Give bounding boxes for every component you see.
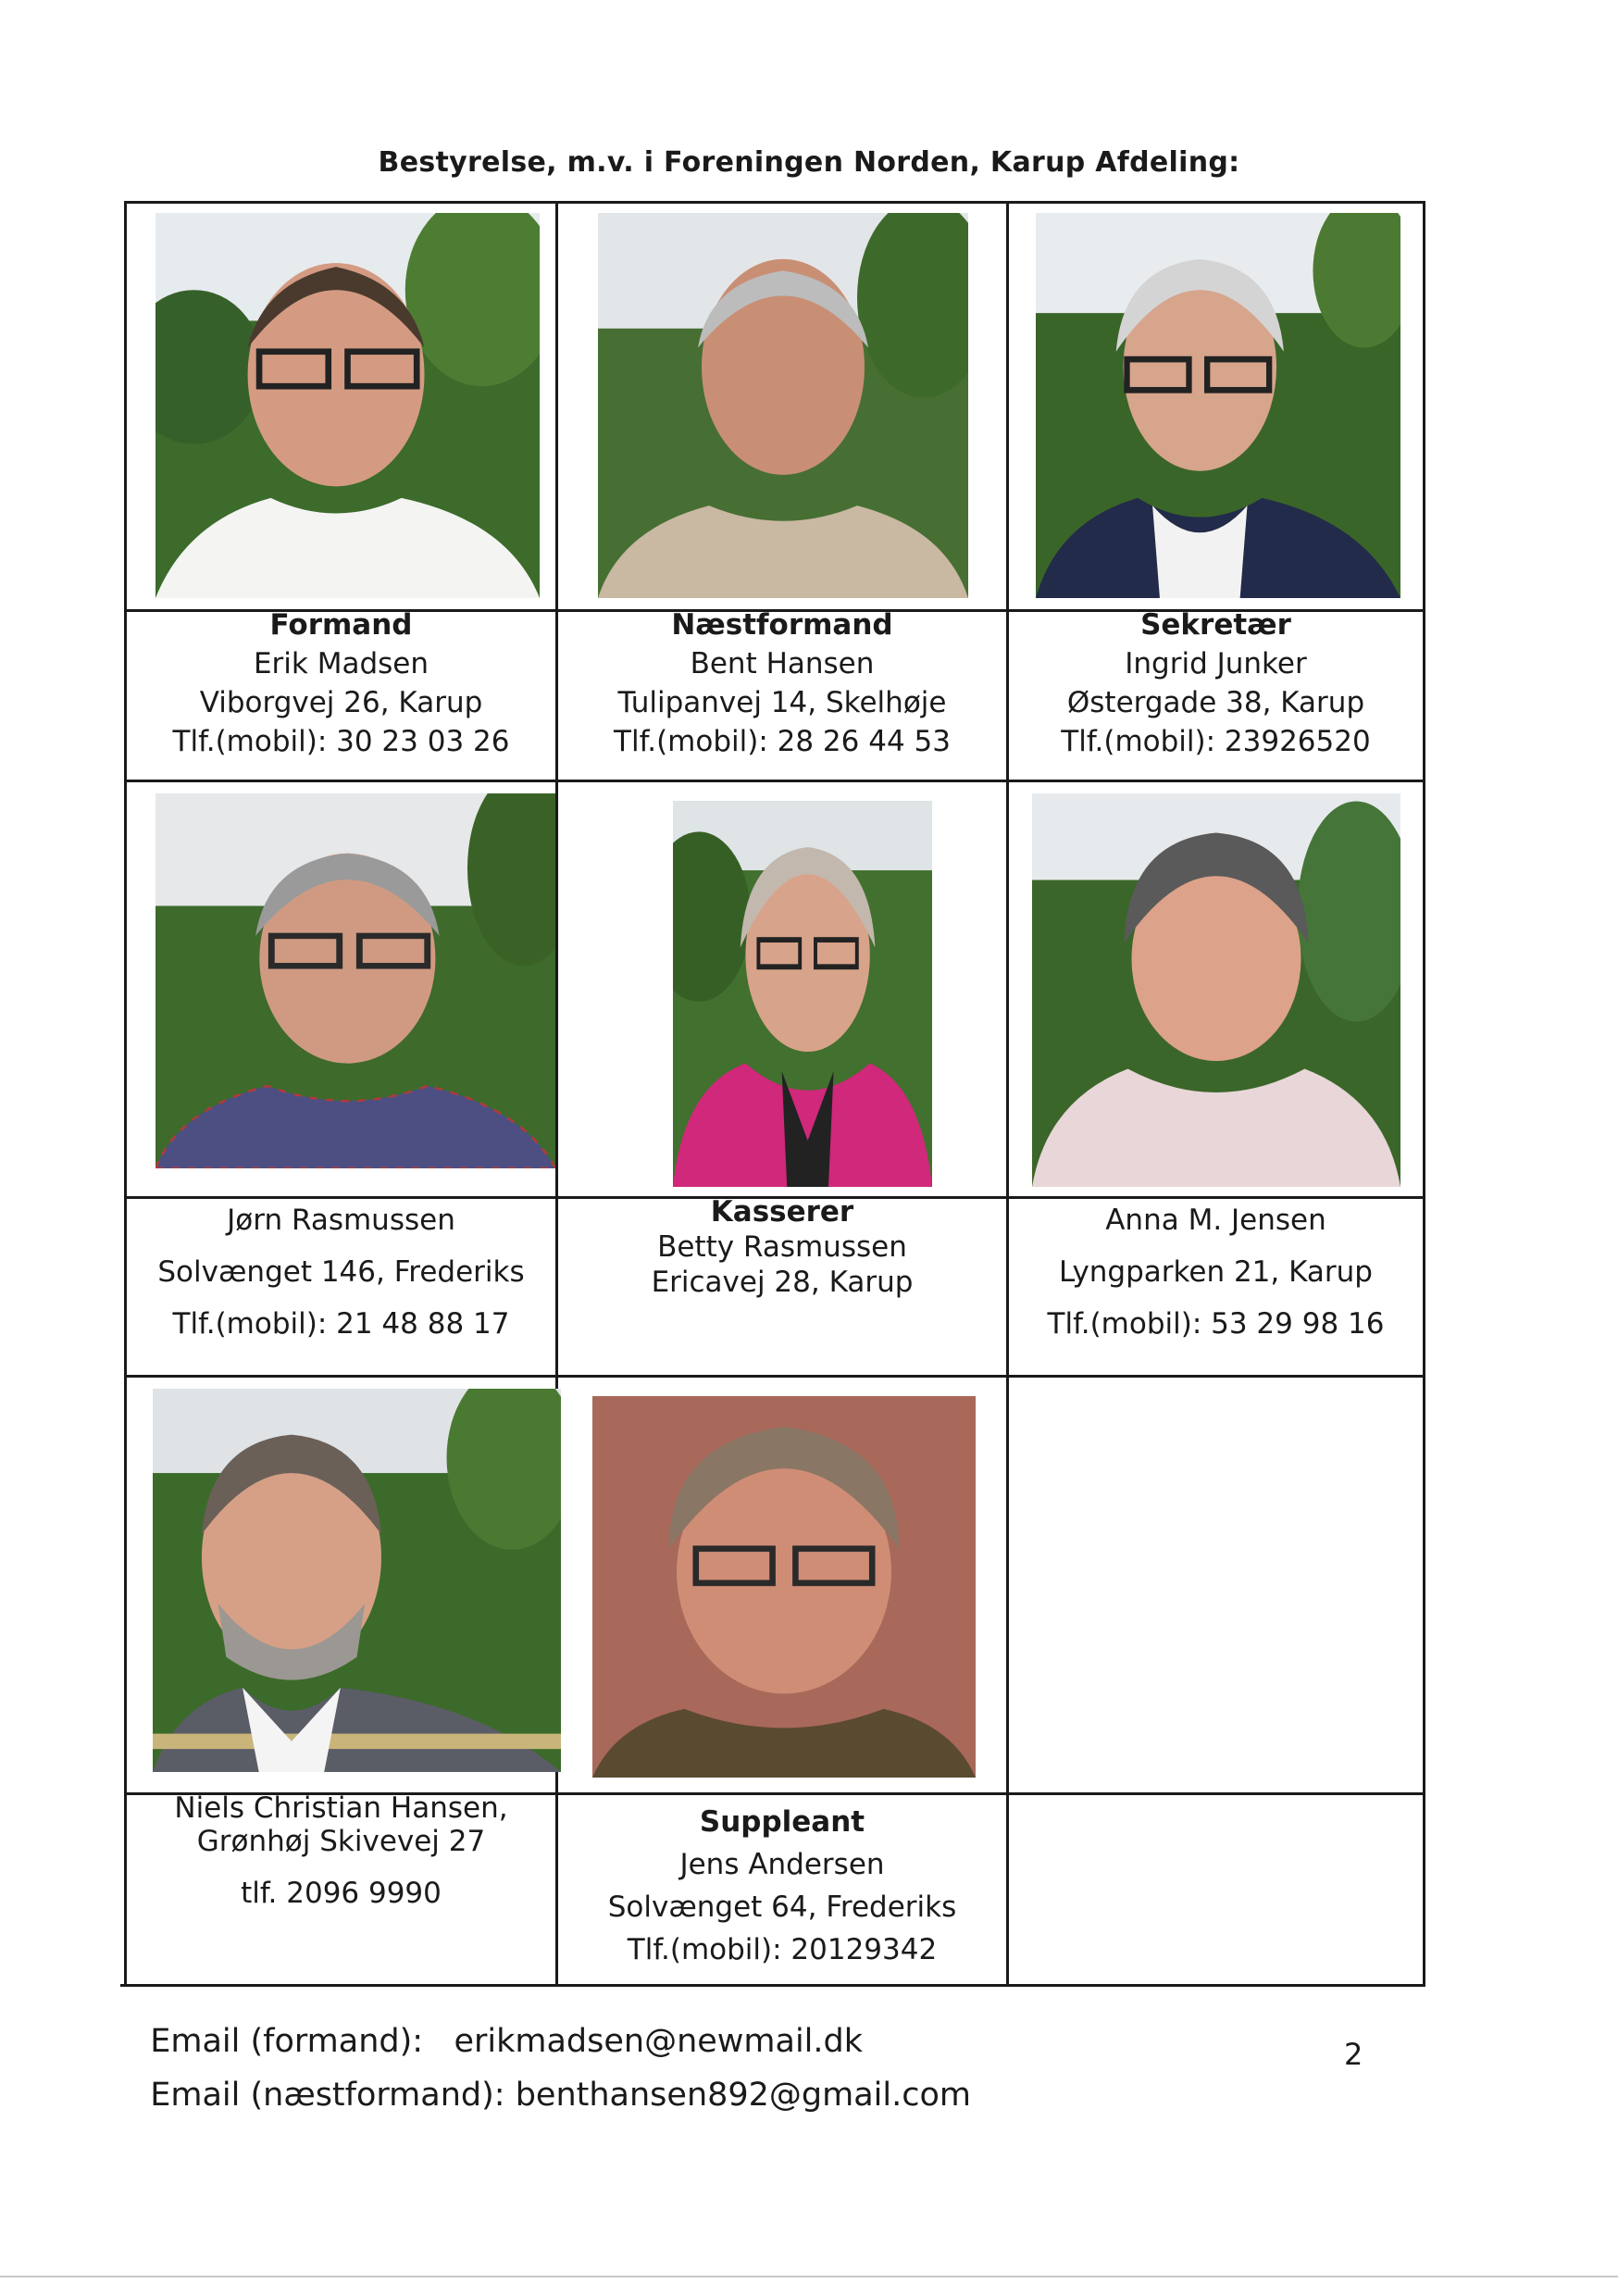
member-name: Jørn Rasmussen [227, 1204, 455, 1237]
member-phone: Tlf.(mobil): 30 23 03 26 [172, 725, 510, 758]
member-address: Lyngparken 21, Karup [1059, 1255, 1373, 1289]
member-address: Tulipanvej 14, Skelhøje [617, 686, 947, 719]
member-name: Betty Rasmussen [657, 1230, 907, 1264]
grid-line [124, 201, 1425, 204]
member-name: Erik Madsen [253, 647, 429, 680]
member-address: Solvænget 64, Frederiks [607, 1890, 957, 1924]
portrait-photo [156, 213, 540, 598]
portrait-photo [1036, 213, 1400, 598]
email-naestformand-line [130, 2040, 971, 2114]
member-info-cell [1009, 1194, 1423, 1350]
member-role: Næstformand [671, 608, 893, 642]
member-address: Grønhøj Skivevej 27 [196, 1825, 486, 1858]
email-link[interactable]: erikmadsen@newmail.dk [454, 2023, 864, 2060]
email-label: Email (formand): [150, 2023, 424, 2060]
portrait-photo [673, 801, 932, 1187]
member-address: Viborgvej 26, Karup [199, 686, 483, 719]
email-link[interactable]: benthansen892@gmail.com [515, 2077, 972, 2114]
scan-edge-line [0, 2276, 1618, 2277]
page-number: 2 [1344, 2037, 1363, 2072]
member-address: Østergade 38, Karup [1066, 686, 1365, 719]
member-role: Formand [269, 608, 413, 642]
grid-line [124, 201, 127, 1987]
member-info-cell [558, 1194, 1006, 1300]
portrait-photo [153, 1389, 561, 1772]
member-info-cell [127, 1791, 555, 1910]
member-name: Niels Christian Hansen, [174, 1791, 508, 1825]
portrait-photo [592, 1396, 976, 1778]
member-info-cell [558, 605, 1006, 761]
grid-line [124, 780, 1425, 782]
page-title: Bestyrelse, m.v. i Foreningen Norden, Karup Afdeling: [378, 146, 1240, 179]
member-info-cell [1009, 605, 1423, 761]
member-role: Sekretær [1140, 608, 1291, 642]
member-phone: tlf. 2096 9990 [241, 1877, 442, 1910]
member-info-cell [558, 1801, 1006, 1971]
member-name: Bent Hansen [690, 647, 875, 680]
member-info-cell [127, 1194, 555, 1350]
member-role: Suppleant [699, 1805, 865, 1839]
member-phone: Tlf.(mobil): 53 29 98 16 [1047, 1307, 1385, 1341]
member-address: Solvænget 146, Frederiks [157, 1255, 525, 1289]
portrait-photo [1032, 793, 1400, 1187]
member-name: Jens Andersen [679, 1848, 885, 1881]
grid-line [124, 1375, 1425, 1378]
member-name: Anna M. Jensen [1105, 1204, 1326, 1237]
email-label: Email (næstformand): [150, 2077, 505, 2114]
grid-line [1006, 201, 1009, 1987]
member-role: Kasserer [710, 1195, 854, 1229]
portrait-photo [598, 213, 968, 598]
member-phone: Tlf.(mobil): 23926520 [1061, 725, 1371, 758]
member-phone: Tlf.(mobil): 21 48 88 17 [172, 1307, 510, 1341]
member-name: Ingrid Junker [1125, 647, 1307, 680]
member-phone: Tlf.(mobil): 28 26 44 53 [614, 725, 951, 758]
member-address: Ericavej 28, Karup [651, 1266, 914, 1299]
member-info-cell [127, 605, 555, 761]
member-phone: Tlf.(mobil): 20129342 [627, 1933, 938, 1966]
grid-line [1423, 201, 1425, 1987]
portrait-photo [156, 793, 555, 1168]
